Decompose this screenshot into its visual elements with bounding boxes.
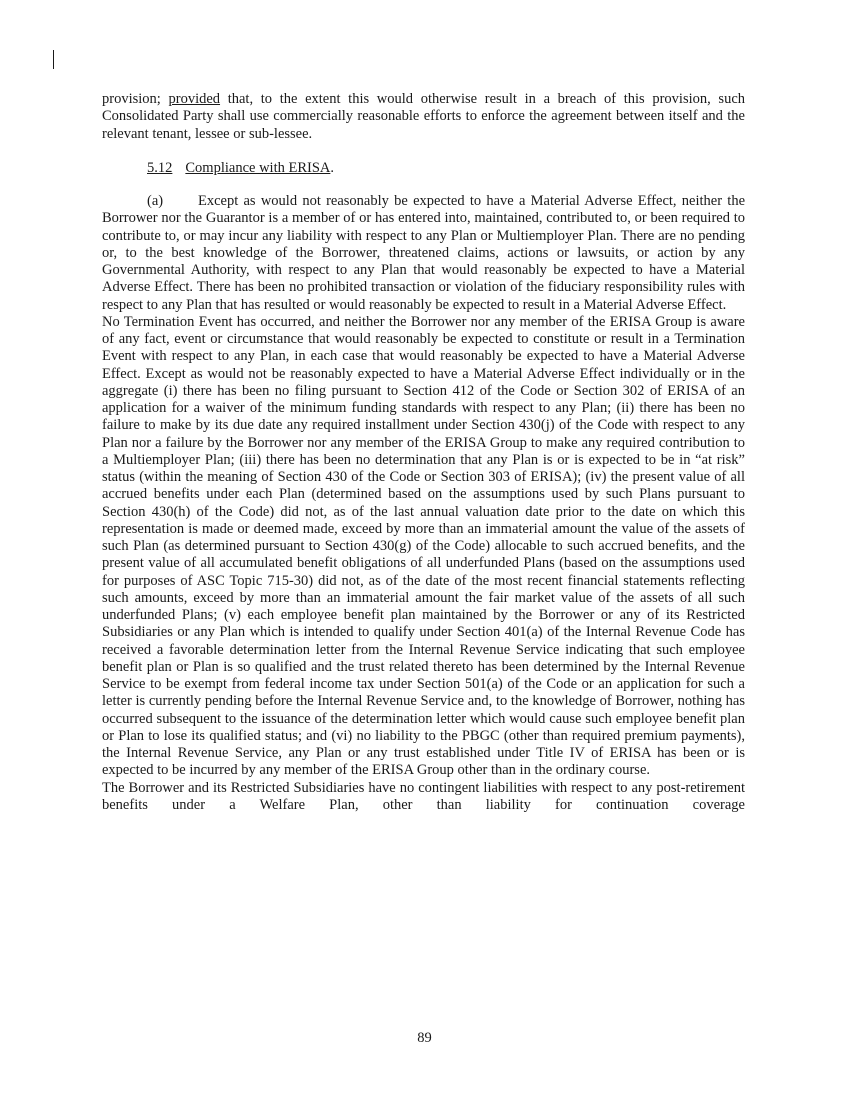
- continuation-first-word: provision;: [102, 91, 161, 107]
- clause-a-text-part-2: No Termination Event has occurred, and neither the Borrower nor any member of the ERISA Group is aware of any fact, event or circumstance that would reasonably be expected to constitute or result in a Termination Event with respect to any Plan, in each case that would reasonably be expected to have a Material Adverse Effect. Except as would not be reasonably expected to have a Material Adverse Effect individually or in the aggregate (i) there has been no filing pursuant to Section 412 of the Code or Section 302 of ERISA of an application for a waiver of the minimum funding standards with respect to any Plan; (ii) there has been no failure to make by its due date any required installment under Section 430(j) of the Code with respect to any Plan nor a failure by the Borrower nor any member of the ERISA Group to make any required contribution to a Multiemployer Plan; (iii) there has been no determination that any Plan is or is expected to be in “at risk” status (within the meaning of Section 430 of the Code or Section 303 of ERISA); (iv) the present value of all accrued benefits under each Plan (determined based on the assumptions used by such Plans pursuant to Section 430(h) of the Code) did not, as of the last annual valuation date prior to the date on which this representation is made or deemed made, exceed by more than an immaterial amount the value of the assets of such Plan (as determined pursuant to Section 430(g) of the Code) allocable to such accrued benefits, and the present value of all accumulated benefit obligations of all underfunded Plans (based on the assumptions used for purposes of ASC Topic 715-30) did not, as of the date of the most recent financial statements reflecting such amounts, exceed by more than an immaterial amount the fair market value of the assets of all such underfunded Plans; (v) each employee benefit plan maintained by the Borrower or any of its Restricted Subsidiaries or any Plan which is intended to qualify under Section 401(a) of the Internal Revenue Code has received a favorable determination letter from the Internal Revenue Service indicating that such employee benefit plan or Plan is so qualified and the trust related thereto has been determined by the Internal Revenue Service to be exempt from federal income tax under Section 501(a) of the Code or an application for such a letter is currently pending before the Internal Revenue Service and, to the knowledge of Borrower, nothing has occurred subsequent to the issuance of the determination letter which would cause such employee benefit plan or Plan to lose its qualified status; and (vi) no liability to the PBGC (other than required premium payments), the Internal Revenue Service, any Plan or any trust established under Title IV of ERISA has been or is expected to be incurred by any member of the ERISA Group other than in the ordinary course.: [102, 313, 745, 779]
- revision-bar: [53, 50, 54, 69]
- continuation-text: that, to the extent this would otherwise result in a breach of this provision, such Consolidated Party shall use commercially reasonable efforts to enforce the agreement between itself and the relevant tenant, lessee or sub-lessee.: [102, 91, 746, 142]
- section-number: 5.12: [147, 159, 173, 176]
- document-body: [102, 91, 745, 814]
- clause-a-text-part-3: The Borrower and its Restricted Subsidiaries have no contingent liabilities with respect to any post-retirement benefits under a Welfare Plan, other than liability for continuation coverage: [102, 779, 745, 813]
- clause-a-paragraph: [102, 193, 745, 314]
- clause-a-label: (a): [147, 193, 164, 209]
- clause-a-text-part-1: Except as would not reasonably be expected to have a Material Adverse Effect, neither the Borrower nor the Guarantor is a member of or has entered into, maintained, contributed to, or been required to contribute to, or may incur any liability with respect to any Plan or Multiemployer Plan. There are no pending or, to the best knowledge of the Borrower, threatened claims, actions or lawsuits, or action by any Governmental Authority, with respect to any Plan that would reasonably be expected to have a Material Adverse Effect. There has been no prohibited transaction or violation of the fiduciary responsibility rules with respect to any Plan that has resulted or would reasonably be expected to result in a Material Adverse Effect.: [102, 193, 745, 313]
- provided-term: provided: [168, 91, 221, 107]
- section-title-period: .: [330, 159, 334, 176]
- section-title: Compliance with ERISA: [185, 159, 331, 176]
- continuation-paragraph: [102, 91, 745, 143]
- clause-a-continuation: [102, 314, 745, 780]
- clause-a-final: [102, 780, 745, 815]
- page-number: 89: [417, 1030, 432, 1046]
- section-heading: [147, 160, 745, 177]
